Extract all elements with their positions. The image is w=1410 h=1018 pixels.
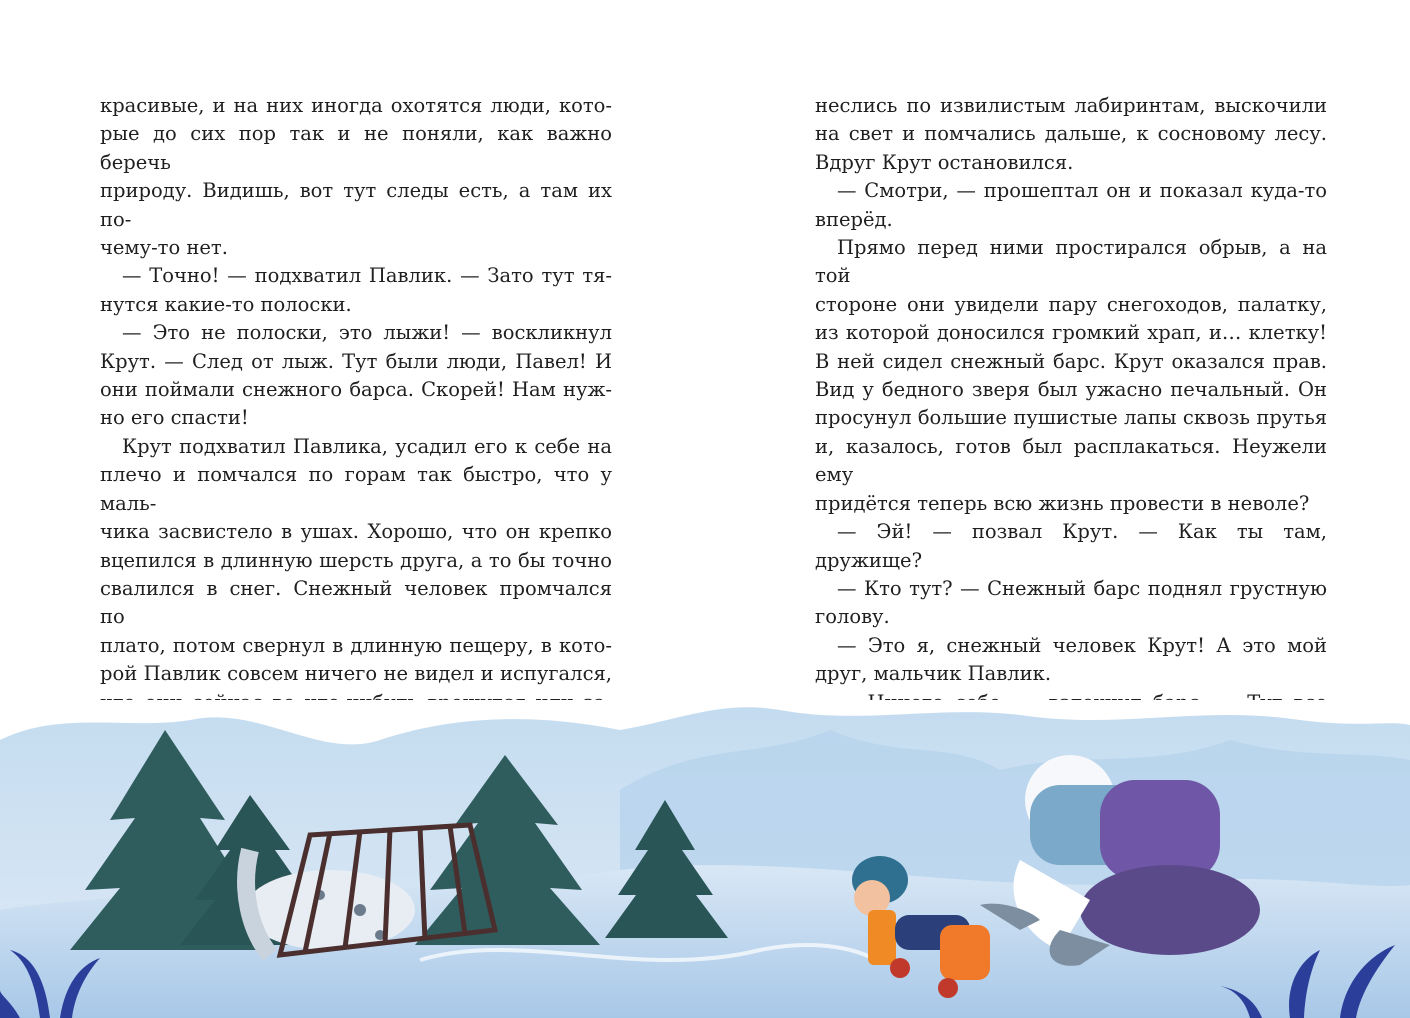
left-text-column <box>100 92 612 774</box>
text-line: из которой доносился громкий храп, и… клетку! <box>815 321 1327 345</box>
text-line: вперёд. <box>815 207 893 231</box>
text-line: плато, потом свернул в длинную пещеру, в кото- <box>100 633 612 657</box>
text-line: — Это не полоски, это лыжи! — воскликнул <box>122 321 612 345</box>
text-line: Крут. — След от лыж. Тут были люди, Павел! И <box>100 349 612 373</box>
text-line: красивые, и на них иногда охотятся люди, кото- <box>100 94 612 117</box>
text-line: но его спасти! <box>100 406 249 430</box>
text-line: стороне они увидели пару снегоходов, палатку, <box>815 292 1327 316</box>
text-line: они поймали снежного барса. Скорей! Нам нуж- <box>100 378 612 402</box>
text-line: придётся теперь всю жизнь провести в неволе? <box>815 491 1310 515</box>
right-text-column <box>815 92 1327 774</box>
text-line: чика засвистело в ушах. Хорошо, что он крепко <box>100 520 612 544</box>
text-line: неслись по извилистым лабиринтам, выскочили <box>815 94 1327 117</box>
text-line: — Эй! — позвал Крут. — Как ты там, дружище? <box>815 520 1327 572</box>
winter-illustration <box>0 700 1410 1018</box>
text-line: вцепился в длинную шерсть друга, а то бы точно <box>100 548 612 572</box>
text-line: чему-то нет. <box>100 236 228 260</box>
text-line: плечо и помчался по горам так быстро, что у маль- <box>100 463 612 515</box>
text-line: Крут подхватил Павлика, усадил его к себе на <box>122 434 612 458</box>
text-line: рые до сих пор так и не поняли, как важно беречь <box>100 122 612 174</box>
text-line: и, казалось, готов был расплакаться. Неужели ему <box>815 434 1327 487</box>
text-line: рой Павлик совсем ничего не видел и испугался, <box>100 662 612 686</box>
text-line: — Точно! — подхватил Павлик. — Зато тут тя- <box>122 264 612 288</box>
text-line: друг, мальчик Павлик. <box>815 662 1052 686</box>
text-line: — Кто тут? — Снежный барс поднял грустную <box>837 576 1327 600</box>
text-line: голову. <box>815 605 890 629</box>
text-line: — Смотри, — прошептал он и показал куда-то <box>837 179 1327 203</box>
text-line: В ней сидел снежный барс. Крут оказался прав. <box>815 349 1327 373</box>
text-line: Вид у бедного зверя был ужасно печальный. Он <box>815 378 1327 402</box>
text-line: свалился в снег. Снежный человек промчался по <box>100 576 612 629</box>
text-line: природу. Видишь, вот тут следы есть, а там их по- <box>100 179 612 231</box>
text-line: Вдруг Крут остановился. <box>815 150 1074 174</box>
text-line: — Это я, снежный человек Крут! А это мой <box>837 633 1327 657</box>
text-line: Прямо перед ними простирался обрыв, а на той <box>815 236 1327 288</box>
text-line: просунул большие пушистые лапы сквозь прутья <box>815 406 1327 430</box>
text-line: нутся какие-то полоски. <box>100 292 352 316</box>
text-line: на свет и помчались дальше, к сосновому лесу. <box>815 122 1327 146</box>
